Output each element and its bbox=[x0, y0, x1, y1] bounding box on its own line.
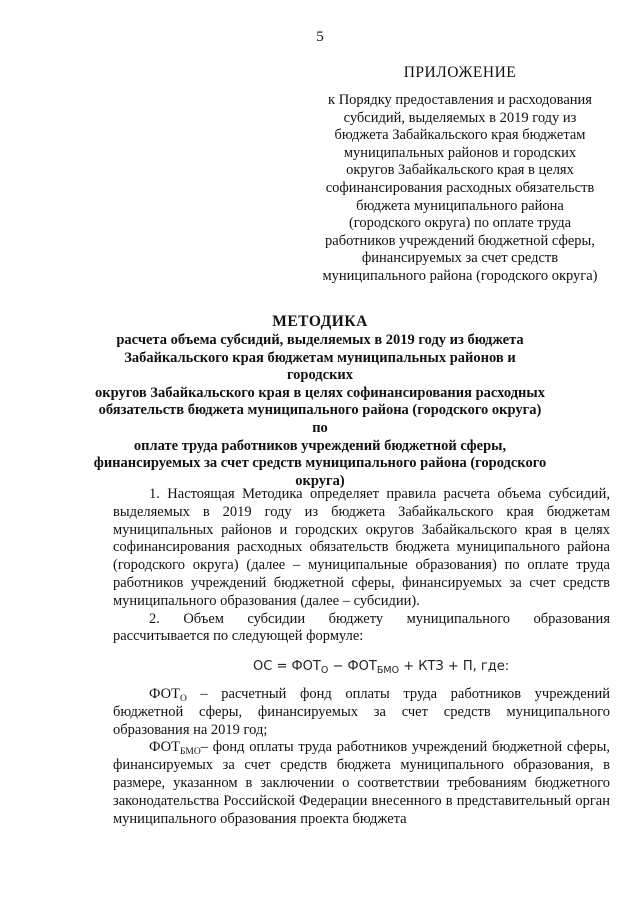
appendix-line: субсидий, выделяемых в 2019 году из bbox=[343, 109, 577, 126]
body-text-lower bbox=[113, 686, 610, 828]
definition-fot-o bbox=[113, 686, 610, 739]
body-text-upper bbox=[113, 486, 610, 646]
page-number: 5 bbox=[316, 29, 324, 45]
appendix-line: бюджета Забайкальского края бюджетам bbox=[334, 127, 586, 144]
definition-term: ФОТ bbox=[149, 739, 180, 756]
subtitle-line: Забайкальского края бюджетам муниципальных районов и городских bbox=[124, 349, 516, 384]
formula-rhs: + КТЗ + П, где: bbox=[399, 659, 510, 674]
appendix-line: софинансирования расходных обязательств bbox=[325, 179, 595, 196]
appendix-line: финансируемых за счет средств bbox=[361, 250, 559, 267]
subtitle-line: расчета объема субсидий, выделяемых в 2019 году из бюджета bbox=[116, 332, 524, 348]
formula-mid: − ФОТ bbox=[328, 659, 377, 674]
definition-term: ФОТ bbox=[149, 686, 180, 702]
subtitle-line: округа) bbox=[295, 472, 345, 489]
paragraph-1: 1. Настоящая Методика определяет правила расчета объема субсидий, выделяемых в 2019 году из бюджета Забайкальского края бюджетам муниципальных районов и городских округов Забайкальского края в целях софинансирования расходных обязательств бюджета муниципального района (городского округа) (далее – муниципальные образования) по оплате труда работников учреждений бюджетной сферы, финансируемых за счет средств муниципального образования (далее – субсидии). bbox=[113, 486, 610, 609]
appendix-line: муниципального района (городского округа) bbox=[322, 267, 598, 284]
document-title: МЕТОДИКА bbox=[272, 313, 368, 330]
appendix-reference bbox=[310, 92, 610, 286]
definition-text: – расчетный фонд оплаты труда работников учреждений бюджетной сферы, финансируемых за счет средств муниципального образования на 2019 год; bbox=[113, 686, 610, 738]
paragraph-2: 2. Объем субсидии бюджету муниципального образования рассчитывается по следующей формуле: bbox=[113, 610, 610, 645]
subtitle-line: оплате труда работников учреждений бюджетной сферы, bbox=[133, 437, 507, 454]
appendix-line: бюджета муниципального района bbox=[356, 197, 564, 214]
definition-fot-bmo bbox=[113, 739, 610, 828]
appendix-line: муниципальных районов и городских bbox=[343, 144, 577, 161]
formula-sub-o: О bbox=[320, 665, 329, 676]
definition-text: – фонд оплаты труда работников учреждений бюджетной сферы, финансируемых за счет средств бюджета муниципального образования, в размере, указанном в заключении о соответствии требованиям бюджетного законодательства Российской Федерации внесенного в представительный орган муниципального образования проекта бюджета bbox=[113, 739, 610, 827]
definition-term-sub: О bbox=[179, 694, 187, 704]
document-subtitle bbox=[90, 332, 550, 490]
subtitle-line: финансируемых за счет средств муниципального района (городского bbox=[93, 455, 547, 472]
appendix-title: ПРИЛОЖЕНИЕ bbox=[403, 64, 517, 81]
formula-sub-bmo: БМО bbox=[376, 665, 400, 676]
appendix-line: округов Забайкальского края в целях bbox=[346, 162, 574, 179]
appendix-line: работников учреждений бюджетной сферы, bbox=[325, 232, 595, 249]
subtitle-line: округов Забайкальского края в целях софинансирования расходных bbox=[95, 384, 545, 401]
formula bbox=[253, 659, 509, 674]
appendix-line: (городского округа) по оплате труда bbox=[348, 215, 572, 232]
definition-term-sub: БМО bbox=[179, 747, 201, 758]
subtitle-line: обязательств бюджета муниципального района (городского округа) по bbox=[98, 402, 542, 436]
formula-lhs: ОС = ФОТ bbox=[253, 659, 321, 674]
appendix-line: к Порядку предоставления и расходования bbox=[328, 92, 592, 108]
